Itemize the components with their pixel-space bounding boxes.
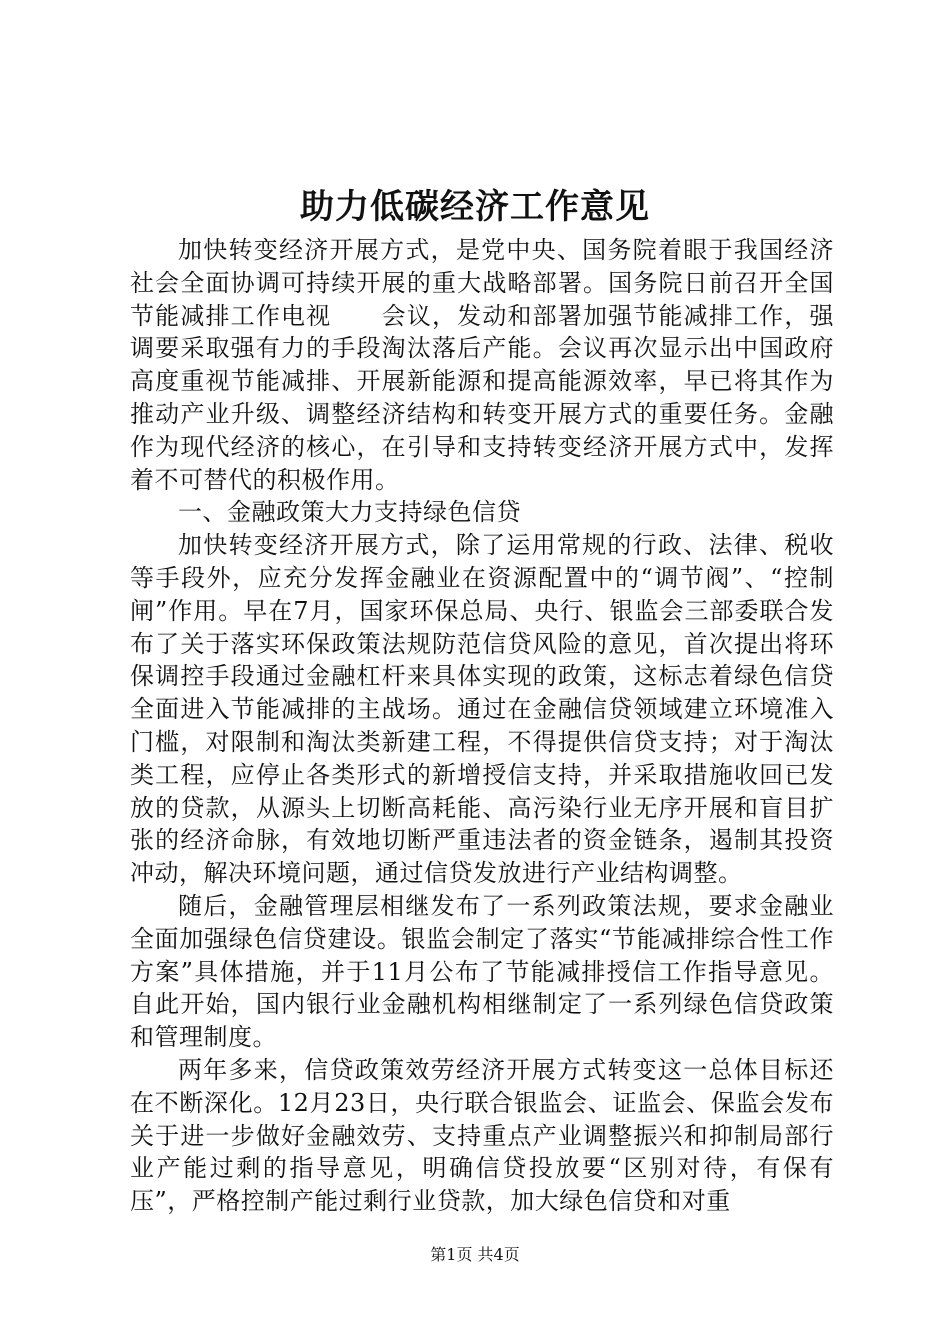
paragraph-green-credit: 加快转变经济开展方式，除了运用常规的行政、法律、税收等手段外，应充分发挥金融业在资源配置中的“调节阀”、“控制闸”作用。早在7月，国家环保总局、央行、银监会三部委联合发布了关于落实环保政策法规防范信贷风险的意见，首次提出将环保调控手段通过金融杠杆来具体实现的政策，这标志着绿色信贷全面进入节能减排的主战场。通过在金融信贷领域建立环境准入门槛，对限制和淘汰类新建工程，不得提供信贷支持；对于淘汰类工程，应停止各类形式的新增授信支持，并采取措施收回已发放的贷款，从源头上切断高耗能、高污染行业无序开展和盲目扩张的经济命脉，有效地切断严重违法者的资金链条，遏制其投资冲动，解决环境问题，通过信贷发放进行产业结构调整。 (130, 531, 834, 888)
document-body (130, 234, 834, 1218)
page-number-footer: 第1页 共4页 (430, 1245, 520, 1264)
paragraph-regulations: 随后，金融管理层相继发布了一系列政策法规，要求金融业全面加强绿色信贷建设。银监会制定了落实“节能减排综合性工作方案”具体措施，并于11月公布了节能减排授信工作指导意见。自此开始，国内银行业金融机构相继制定了一系列绿色信贷政策和管理制度。 (130, 891, 834, 1052)
paragraph-recent-policy: 两年多来，信贷政策效劳经济开展方式转变这一总体目标还在不断深化。12月23日，央行联合银监会、证监会、保监会发布关于进一步做好金融效劳、支持重点产业调整振兴和抑制局部行业产能过剩的指导意见，明确信贷投放要“区别对待，有保有压”，严格控制产能过剩行业贷款，加大绿色信贷和对重 (130, 1055, 834, 1216)
paragraph-intro: 加快转变经济开展方式，是党中央、国务院着眼于我国经济社会全面协调可持续开展的重大战略部署。国务院日前召开全国节能减排工作电视 会议，发动和部署加强节能减排工作，强调要采取强有力的手段淘汰落后产能。会议再次显示出中国政府高度重视节能减排、开展新能源和提高能源效率，早已将其作为推动产业升级、调整经济结构和转变开展方式的重要任务。金融作为现代经济的核心，在引导和支持转变经济开展方式中，发挥着不可替代的积极作用。 (130, 236, 834, 494)
section-heading: 一、金融政策大力支持绿色信贷 (178, 498, 521, 527)
document-title: 助力低碳经济工作意见 (300, 187, 650, 227)
